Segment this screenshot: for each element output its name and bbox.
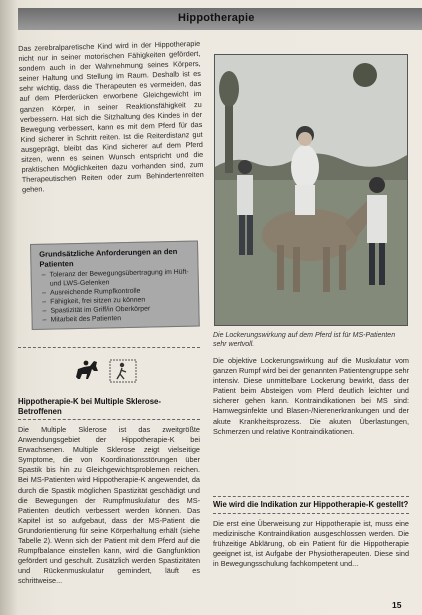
list-item: – Mitarbeit des Patienten <box>51 313 191 325</box>
callout-title: Grundsätzliche Anforderungen an den Patienten <box>39 246 178 269</box>
horse-icon <box>72 357 102 383</box>
intro-column <box>18 38 204 195</box>
person-walking-icon <box>108 358 138 384</box>
indication-section <box>213 496 409 569</box>
intro-paragraph: Das zerebralparetische Kind wird in der Hippotherapie nicht nur in seiner motorischen Fähigkeiten gefördert, sondern auch in der Wahrnehmung seines Körpers, seiner Haltung und Stellung im Raum. Deshalb ist es sehr wichtig, dass die Therapeuten es vermeiden, das auf dem Pferderücken erworbene Gleichgewicht im ganzen Körper, in seiner Reaktionsfähigkeit zu verbessern. Hat sich die Sitzhaltung des Kindes in der Bewegung verbessert, kann es mit dem Pferd für das Kind sicherer in Schritt reiten. Ist die Reiterdistanz gut ausgeprägt, bleibt das Kind sicherer auf dem Pferd sitzen, wenn es seinen Wunsch entspricht und die praktischen Möglichkeiten dazu vorhanden sind, zum Therapeutischen Reiten oder zum Behindertenreiten gehen. <box>18 38 204 195</box>
page-number: 15 <box>392 600 402 610</box>
list-item: – Fähigkeit, frei sitzen zu können <box>50 295 190 307</box>
list-item: – Ausreichende Rumpfkontrolle <box>50 286 190 298</box>
right-column-text <box>213 356 409 437</box>
page-header-title: Hippotherapie <box>178 12 255 24</box>
ms-section-text: Die Multiple Sklerose ist das zweitgrößte Anwendungsgebiet der Hippotherapie-K bei Erwachsenen. Multiple Sklerose zeigt vielseitige Symptome, die von Koordinationsstörungen über Spastik bis hin zu Gleichgewichtsproblemen reichen. Bei MS-Patienten wird Hippotherapie-K angewendet, da durch die Spastik möglichen Spastizität geschädigt und die Bewegungen der Rumpfmuskulatur des MS-Patienten deutlich verbessert werden können. Das Kapitel ist so aufgebaut, dass der MS-Patient die Grundorientierung für seine Körperhaltung erhält (siehe Tabelle 2). Wenn sich der Patient mit dem Pferd auf die Rumpfbalance einstellen kann, wird die Gangfunktion gefördert und geschult. Zusätzlich werden Spastizitäten und Rückenmuskulatur gemindert, läuft es schrittweise... <box>18 425 200 586</box>
photo-illustration <box>215 55 407 325</box>
right-paragraph: Die objektive Lockerungswirkung auf die Muskulatur vom ganzen Rumpf wird bei der genannten Patientengruppe sehr intensiv. Diese unmittelbare Lockerung bewirkt, dass der Patient beim Absteigen vom Pferd deutlich leichter und sicherer gehen kann. Kontraindikationen bei MS sind: Harnwegsinfekte und Blasen-/Nierenerkrankungen und der akute Krankheitsprozess. Die akuten Überlastungen, Schmerzen und relative Kontraindikationen. <box>213 356 409 436</box>
requirements-callout <box>30 240 200 329</box>
indication-section-title: Wie wird die Indikation zur Hippotherapie-K gestellt? <box>213 500 409 509</box>
list-item: – Toleranz der Bewegungsübertragung im Hüft- und LWS-Gelenken <box>50 268 190 289</box>
requirements-list <box>40 268 191 325</box>
ms-section-title: Hippotherapie-K bei Multiple Sklerose-Betroffenen <box>18 397 161 416</box>
list-item: – Spastizität im Griff/in Oberkörper <box>50 304 190 316</box>
ms-section-title-bar <box>18 397 200 420</box>
indication-title-bar <box>213 496 409 514</box>
ms-section <box>18 397 200 587</box>
indication-section-text: Die erst eine Überweisung zur Hippotherapie ist, muss eine medizinische Kontraindikation ausgeschlossen werden. Die frühzeitige Abklärung, ob ein Patient für die Hippotherapie geeignet ist, ist Aufgabe der Physiotherapeuten. Diese sind in Bewegungsschulung fachkompetent und... <box>213 519 409 569</box>
hippotherapy-photo <box>214 54 408 326</box>
photo-caption: Die Lockerungswirkung auf dem Pferd ist für MS-Patienten sehr wertvoll. <box>213 332 396 348</box>
